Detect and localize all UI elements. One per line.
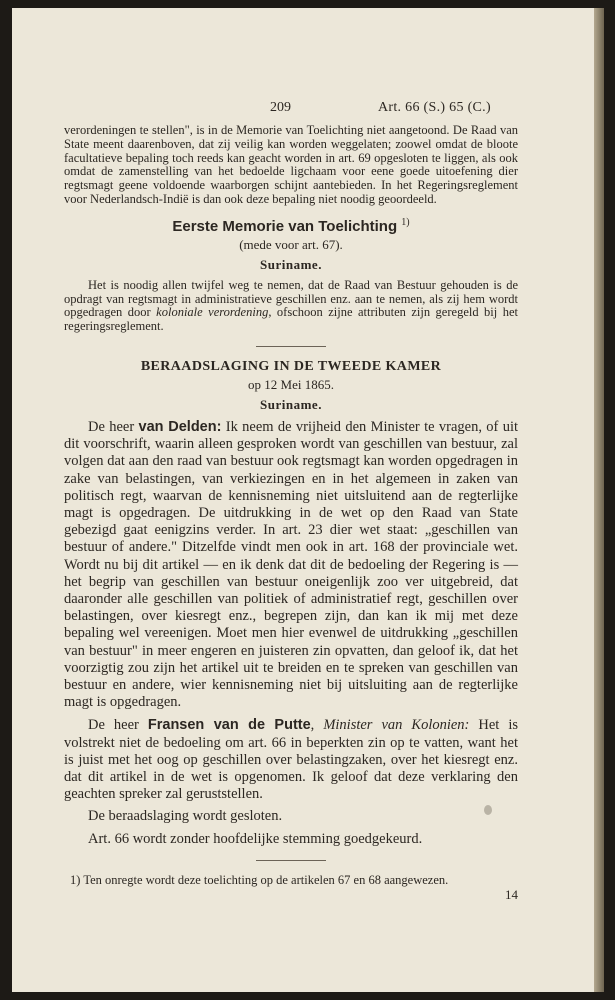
running-header	[12, 100, 604, 120]
memorie-text-italic: koloniale verordening	[156, 305, 269, 320]
approval-statement: Art. 66 wordt zonder hoofdelijke stemming goedgekeurd.	[88, 830, 423, 847]
memorie-title	[64, 217, 518, 235]
memorie-paragraph	[64, 279, 518, 334]
book-page	[12, 8, 604, 992]
footnote-mark: 1)	[70, 872, 81, 887]
memorie-place: Suriname.	[260, 256, 322, 272]
speaker-role: Minister van Kolonien:	[323, 717, 470, 734]
speech-text: Het is volstrekt niet de bedoeling om art. 66 in beperkten zin op te vatten, want het is juist met het oog op geschillen over belastingzaken, over het kiesregt enz. dat dit artikel in de wet is opgenomen. Ik geloof dat deze verklaring den geachten spreker zal geruststellen.	[64, 717, 519, 803]
page-spine	[594, 8, 604, 992]
speech-van-delden	[64, 419, 518, 711]
footnote	[64, 873, 518, 887]
speech-text: Ik neem de vrijheid den Minister te vragen, of uit dit voorschrift, waarin alleen gesproken wordt van geschillen van bestuur, zal volgen dat aan den raad van bestuur ook regtsmagt kan worden opgedragen in zake van belastingen, van verkiezingen en in het algemeen in zaken van politisch regt, waarvan de kennisneming niet uitsluitend aan de regterlijke magt is opgedragen. De uitdrukking in de wet op den Raad van State gebezigd gaat eenigzins verder. In art. 23 dier wet staat: „geschillen van bestuur of andere." Ditzelfde vindt men ook in art. 168 der provinciale wet. Wordt nu bij dit artikel — en ik denk dat dit de bedoeling der Regering is — het begrip van geschillen van bestuur oneigenlijk zoo ver uitgebreid, dat daaronder alle geschillen van politiek of administratief regt, geschillen over belastingen, over kiesregt enz., begrepen zijn, dan kan ik mij met deze bepaling wel vereenigen. Moet men hier evenwel de uitdrukking „geschillen van bestuur" in meer engeren en juisteren zin opvatten, dan geloof ik, dat het voorzigtig zou zijn het artikel uit te breiden en te spreken van geschillen van bestuur en andere, wier kennisneming niet bij uitsluiting aan de regterlijke magt is opgedragen.	[64, 418, 519, 711]
section-divider	[256, 346, 326, 347]
speaker-van-delden: van Delden:	[138, 418, 222, 435]
page-number: 209	[270, 100, 291, 115]
beraadslaging-date: op 12 Mei 1865.	[248, 376, 334, 392]
intro-paragraph: verordeningen te stellen", is in de Memorie van Toelichting niet aangetoond. De Raad van State meent daarenboven, dat zij veilig kan worden weggelaten; zoowel omdat de bloote facultatieve bepaling toch reeds kan geacht worden in art. 69 opgesloten te liggen, als ook omdat de zamenstelling van het bedoelde ligchaam voor eene goede uitoefening dier regtsmagt geene voldoende waarborgen schijnt aantebieden. In het Regeringsreglement voor Nederlandsch-Indië is dan ook deze bepaling niet noodig geoordeeld.	[64, 123, 518, 206]
speech-fransen: De heer Fransen van de Putte, Minister van Kolonien: Het is volstrekt niet de bedoeling om art. 66 in beperkten zin op te vatten, want het is juist met het oog op geschillen over belastingzaken, over het kiesregt enz. dat dit artikel in de wet is opgenomen. Ik geloof dat deze verklaring den geachten spreker zal geruststellen.	[64, 717, 519, 803]
memorie-title-text: Eerste Memorie van Toelichting	[172, 217, 398, 235]
speech-lead: De heer	[88, 418, 139, 435]
beraadslaging-place: Suriname.	[260, 396, 322, 412]
speech-lead: De heer	[88, 717, 148, 734]
footnote-text: Ten onregte wordt deze toelichting op de artikelen 67 en 68 aangewezen.	[80, 872, 449, 887]
signature-mark: 14	[505, 886, 518, 902]
footnote-divider	[256, 860, 326, 861]
memorie-subtitle: (mede voor art. 67).	[239, 236, 343, 252]
footnote-reference: 1)	[401, 216, 410, 228]
page-body	[64, 124, 518, 903]
article-reference: Art. 66 (S.) 65 (C.)	[378, 100, 491, 115]
memorie-text-1: Het is noodig allen twijfel weg te nemen, dat de Raad van Bestuur gehouden is de opdragt van regtsmagt in administratieve geschillen enz. aan te nemen, als zij hem wordt opgedragen door	[64, 277, 518, 320]
closing-statement: De beraadslaging wordt gesloten.	[88, 808, 283, 825]
memorie-text-2: , ofschoon zijne attributen zijn geregeld bij het regeringsreglement.	[64, 305, 518, 334]
beraadslaging-title: BERAADSLAGING IN DE TWEEDE KAMER	[140, 358, 442, 374]
speaker-fransen: Fransen van de Putte	[147, 717, 311, 734]
